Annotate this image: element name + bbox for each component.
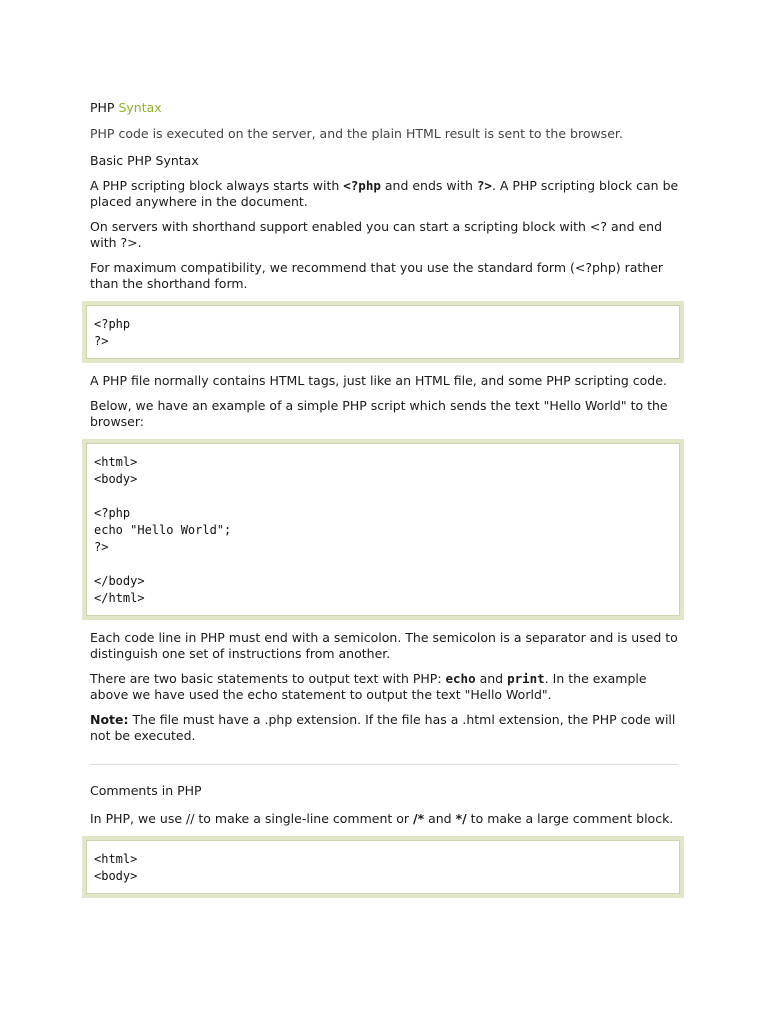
code-line: <?php [94,317,131,331]
text-fragment: . In the example above we have used the echo statement to output the text "Hello World". [90,671,647,702]
text-fragment: to make a large comment block. [466,811,674,826]
code-line: ?> [94,334,109,348]
code-box-content [86,840,680,894]
code-line: </html> [94,591,145,605]
echo-keyword: echo [445,671,476,686]
subheading-basic-syntax: Basic PHP Syntax [90,153,199,168]
section-divider [90,764,678,765]
paragraph-scripting-block [90,178,680,210]
close-tag-code: ?> [476,178,492,193]
code-box-2 [82,439,684,620]
paragraph-php-file: A PHP file normally contains HTML tags, just like an HTML file, and some PHP scripting code. [90,373,667,388]
code-line: <html> [94,852,138,866]
code-line: echo "Hello World"; [94,523,232,537]
code-line: </body> [94,574,145,588]
text-fragment: There are two basic statements to output text with PHP: [90,671,446,686]
open-tag-code: <?php [343,178,381,193]
text-fragment: and ends with [380,178,477,193]
paragraph-semicolon: Each code line in PHP must end with a semicolon. The semicolon is a separator and is used to distinguish one set of instructions from another. [90,630,678,661]
title-accent: Syntax [118,100,162,115]
comment-close-token: */ [455,811,467,826]
code-box-content [86,443,680,616]
text-fragment: . A PHP scripting block can be placed anywhere in the document. [90,178,679,209]
comment-open-token: /* [413,811,425,826]
code-line: <body> [94,869,138,883]
note-paragraph [90,712,680,744]
text-fragment: In PHP, we use // to make a single-line comment or [90,811,414,826]
code-box-content [86,305,680,359]
code-blank-line [94,556,672,573]
text-fragment: A PHP scripting block always starts with [90,178,344,193]
note-text: The file must have a .php extension. If the file has a .html extension, the PHP code will not be executed. [90,712,676,743]
subheading-comments: Comments in PHP [90,783,202,798]
paragraph-comments [90,811,680,827]
code-blank-line [94,488,672,505]
code-box-3 [82,836,684,898]
title-prefix: PHP [90,100,115,115]
code-box-1 [82,301,684,363]
page-title [90,100,680,116]
text-fragment: and [475,671,508,686]
paragraph-shorthand: On servers with shorthand support enabled you can start a scripting block with <? and end with ?>. [90,219,663,250]
document-page [90,100,680,908]
code-line: ?> [94,540,109,554]
code-line: <html> [94,455,138,469]
print-keyword: print [507,671,545,686]
intro-text: PHP code is executed on the server, and the plain HTML result is sent to the browser. [90,126,623,141]
note-label: Note: [90,712,129,727]
paragraph-statements [90,671,680,703]
paragraph-example: Below, we have an example of a simple PHP script which sends the text "Hello World" to the browser: [90,398,668,429]
code-line: <body> [94,472,138,486]
paragraph-compatibility: For maximum compatibility, we recommend that you use the standard form (<?php) rather than the shorthand form. [90,260,664,291]
text-fragment: and [424,811,456,826]
code-line: <?php [94,506,131,520]
